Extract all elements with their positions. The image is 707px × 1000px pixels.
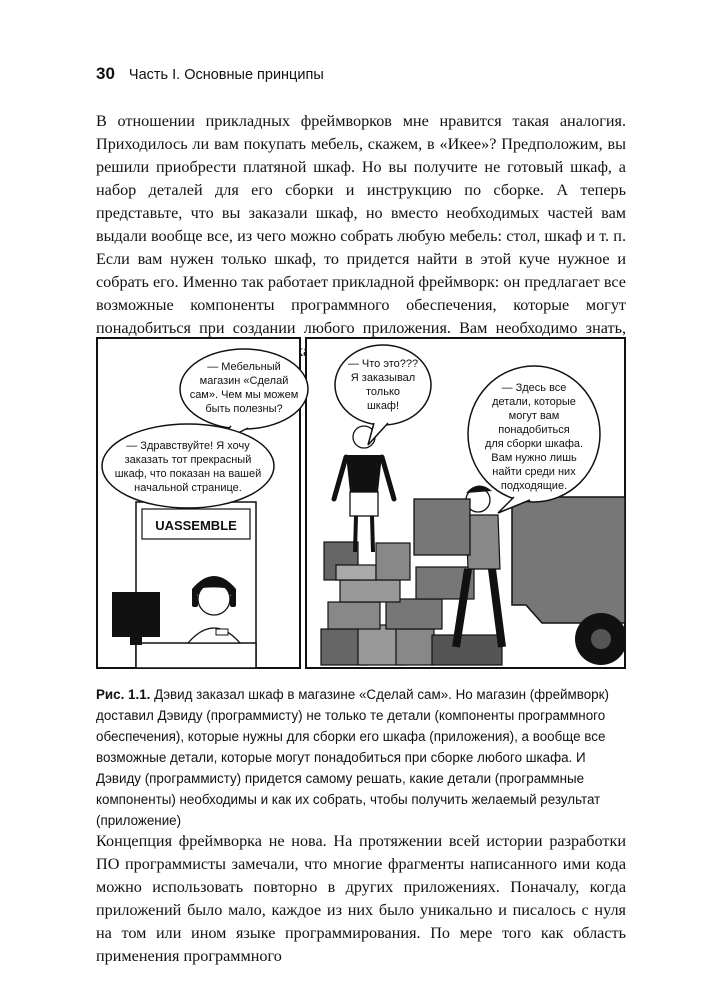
page-header [96, 64, 656, 88]
page-number: 30 [96, 64, 115, 83]
bubble-delivery-line-6: Вам нужно лишь [491, 452, 577, 464]
body-paragraph-2: Концепция фреймворка не нова. На протяжении всей истории разработки ПО программисты замечали, что многие фрагменты написанного ими кода можно использовать повторно в других приложениях. Поначалу, когда приложений было мало, каждое из них было уникально и писалось с нуля на том или ином языке программирования. По мере того как область применения программного [96, 832, 626, 965]
bubble-store-line-2: магазин «Сделай [199, 375, 289, 387]
bubble-what-line-3: только [366, 386, 400, 398]
bubble-delivery-line-8: подходящие. [500, 480, 568, 492]
bubble-what-line-1: — Что это??? [347, 358, 419, 370]
computer-monitor [112, 592, 160, 637]
bubble-delivery-line-5: для сборки шкафа. [484, 438, 584, 450]
bubble-delivery-line-2: детали, которые [492, 396, 576, 408]
bubble-delivery-line-7: найти среди них [492, 466, 576, 478]
bubble-customer-line-1: — Здравствуйте! Я хочу [126, 440, 250, 452]
figure-caption-label: Рис. 1.1. [96, 687, 151, 702]
bubble-customer-line-2: заказать тот прекрасный [124, 454, 252, 466]
comic-illustration [96, 337, 626, 670]
bubble-delivery-line-4: понадобиться [498, 424, 570, 436]
monitor-stand [130, 637, 142, 645]
bubble-customer-line-3: шкаф, что показан на вашей [114, 468, 262, 480]
figure-caption [96, 684, 626, 831]
bubble-customer-line-4: начальной странице. [134, 482, 242, 494]
bubble-delivery-line-1: — Здесь все [501, 382, 567, 394]
speech-bubble-customer [102, 424, 274, 508]
bubble-what-line-2: Я заказывал [350, 372, 416, 384]
bubble-delivery-line-3: могут вам [508, 410, 560, 422]
running-head: Часть I. Основные принципы [128, 67, 324, 83]
store-sign-text: UASSEMBLE [155, 518, 237, 533]
figure-caption-text: Дэвид заказал шкаф в магазине «Сделай сам». Но магазин (фреймворк) доставил Дэвиду (программисту) не только те детали (компоненты программного обеспечения), которые нужны для сборки его шкафа (приложения), а вообще все возможные детали, которые могут понадобиться при сборке любого шкафа. И Дэвиду (программисту) придется самому решать, какие детали (программные компоненты) необходимы и как их собрать, чтобы получить желаемый результат (приложение) [96, 687, 609, 828]
comic-figure [96, 337, 626, 670]
bubble-store-line-4: быть полезны? [205, 403, 283, 415]
store-counter [136, 643, 256, 668]
bubble-store-line-1: — Мебельный [207, 361, 281, 373]
bubble-store-line-3: сам». Чем мы можем [189, 389, 299, 401]
body-paragraph-1: В отношении прикладных фреймворков мне нравится такая аналогия. Приходилось ли вам покупать мебель, скажем, в «Икее»? Предположим, вы решили приобрести платяной шкаф. Но вы получите не готовый шкаф, а набор деталей для его сборки и инструкцию по сборке. А теперь представьте, что вы заказали шкаф, но вместо необходимых частей вам выдали вообще все, из чего можно собрать любую мебель: стол, шкаф и т. п. Если вам нужен только шкаф, то придется найти в этой куче нужное и собрать его. Именно так работает прикладной фреймворк: он предлагает все возможные компоненты программного обеспечения, которые могут понадобиться при создании любого приложения. Вам необходимо знать, [96, 112, 626, 337]
bubble-what-line-4: шкаф! [366, 400, 400, 412]
